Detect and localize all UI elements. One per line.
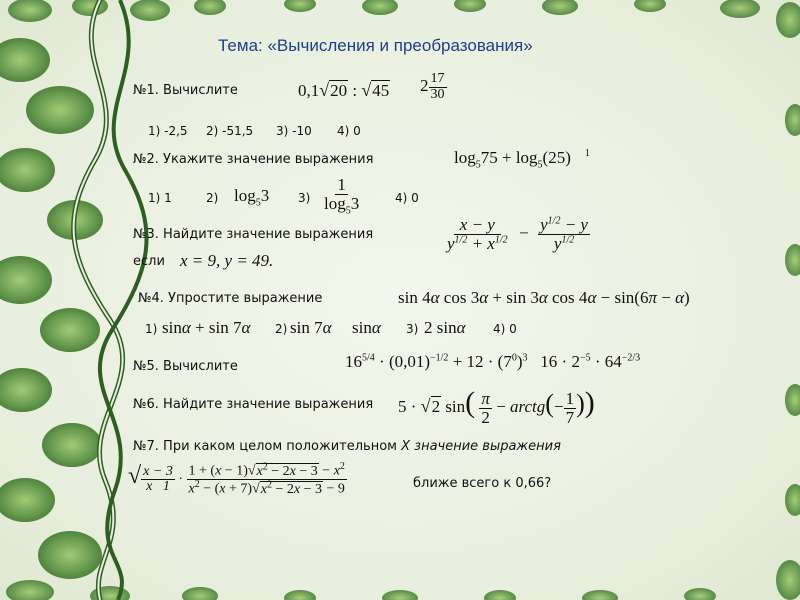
q4-answer-1-formula: sinα + sin 7α	[162, 318, 251, 337]
question-3-label: №3. Найдите значение выражения	[133, 227, 374, 242]
question-4-label: №4. Упростите выражение	[138, 291, 323, 306]
q4-answer-2[interactable]: 2)	[275, 322, 288, 336]
q1-answer-2[interactable]: 2) -51,5	[206, 124, 254, 138]
question-3-formula: $\frac{x - y}{y^{1/2} + x^{1/2}}$ − $\frac{y^{1/2} - y}{y^{1/2}}$	[447, 215, 588, 253]
q4-answer-1[interactable]: 1)	[145, 322, 158, 336]
q2-answer-1[interactable]: 1) 1	[148, 191, 172, 205]
question-7-formula: √ $\frac{x - 3}{x 1}$ · $\frac{1 + (x - 1)√x^2 - 2x - 3 - x^2}{x^2 - (x + 7)√x^2 - 2x - 3 - 9}$	[128, 461, 345, 497]
q2-answer-3[interactable]: 3)	[298, 191, 311, 205]
page-title: Тема: «Вычисления и преобразования»	[218, 36, 533, 55]
question-2-formula: $\log_575 + \log_5(25)$ $^1$	[454, 148, 590, 171]
question-2-label: №2. Укажите значение выражения	[133, 152, 374, 167]
question-6-formula: 5 · √2 sin( $\frac{\pi}{2}$ − arctg(− $\frac{1}{7}$ ))	[398, 386, 595, 427]
q4-answer-3-formula: 2 sinα	[424, 318, 466, 337]
q4-answer-4[interactable]: 4) 0	[493, 322, 517, 336]
q2-answer-2[interactable]: 2)	[206, 191, 219, 205]
q2-answer-4[interactable]: 4) 0	[395, 191, 419, 205]
q1-answer-3[interactable]: 3) -10	[276, 124, 312, 138]
question-1-mixed-number: 2 $\frac{17}{30}$	[420, 71, 445, 102]
question-5-label: №5. Вычислите	[133, 359, 238, 374]
question-7-closest: ближе всего к 0,66?	[413, 476, 552, 491]
question-3-if: если	[133, 254, 165, 269]
q2-answer-2-formula: $\log_53$	[234, 186, 270, 209]
question-4-formula: sin 4α cos 3α + sin 3α cos 4α − sin(6π − α)	[398, 288, 690, 307]
question-1-formula: 0,1√20 : √45	[298, 80, 390, 100]
question-1-label: №1. Вычислите	[133, 83, 238, 98]
q2-answer-3-formula: $\frac{1}{\log_53}$	[324, 175, 360, 217]
question-3-condition: x = 9, y = 49.	[180, 251, 274, 270]
question-6-label: №6. Найдите значение выражения	[133, 397, 374, 412]
q4-answer-3[interactable]: 3)	[406, 322, 419, 336]
q4-answer-2b-formula: sinα	[352, 318, 381, 337]
q1-answer-4[interactable]: 4) 0	[337, 124, 361, 138]
q1-answer-1[interactable]: 1) -2,5	[148, 124, 188, 138]
question-7-label: №7. При каком целом положительном X значение выражения	[133, 439, 561, 454]
question-5-formula: $16^{5/4} \cdot (0,01)^{-1/2} + 12 \cdot (7^0)^3$ $16 \cdot 2^{-5} \cdot 64^{-2/3}$	[345, 352, 641, 371]
q4-answer-2-formula: sin 7α	[290, 318, 332, 337]
